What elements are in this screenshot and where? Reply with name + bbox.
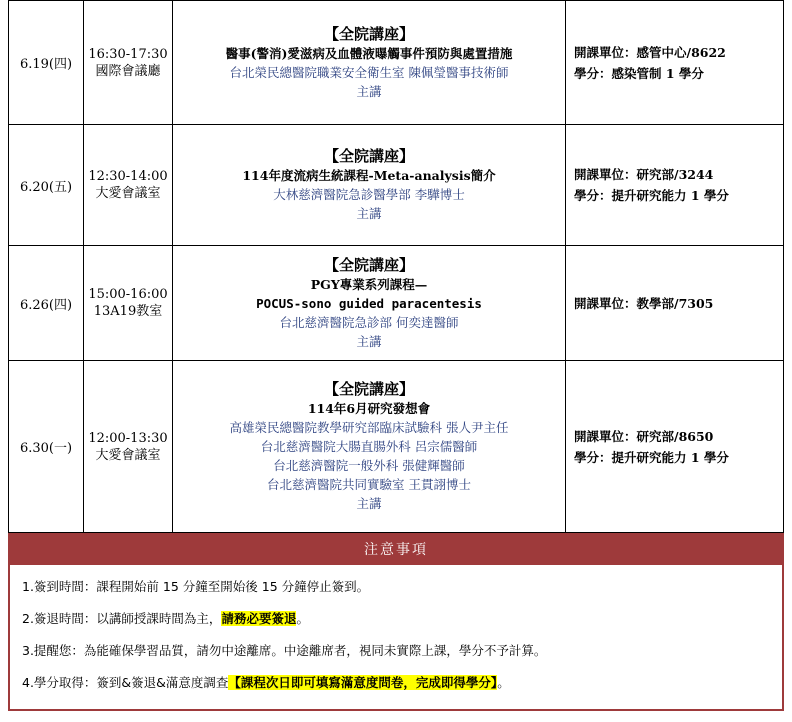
table-row — [9, 246, 784, 361]
course-cell — [173, 125, 566, 246]
credit-info: 學分：提升研究能力 1 學分 — [574, 449, 729, 465]
notice-highlight: 請務必要簽退 — [221, 611, 297, 626]
speaker-role: 主講 — [356, 83, 382, 99]
notice-highlight: 【課程次日即可填寫滿意度問卷，完成即得學分】 — [228, 675, 498, 690]
notice-box — [8, 533, 784, 711]
notice-title: 注意事項 — [10, 535, 782, 565]
info-cell — [566, 361, 784, 533]
table-row — [9, 125, 784, 246]
host-unit: 開課單位：研究部/8650 — [574, 428, 714, 444]
notice-item — [22, 603, 770, 635]
info-cell — [566, 1, 784, 125]
course-title: PGY專業系列課程— — [310, 276, 428, 292]
credit-info: 學分：提升研究能力 1 學分 — [574, 188, 729, 203]
speaker: 台北慈濟醫院共同實驗室 王貫詡博士 — [267, 477, 471, 492]
course-tag: 【全院講座】 — [323, 380, 414, 398]
course-title: 醫事(警消)愛滋病及血體液曝觸事件預防與處置措施 — [225, 45, 513, 61]
venue: 大愛會議室 — [95, 447, 161, 463]
venue: 13A19教室 — [93, 304, 163, 319]
table-row — [9, 1, 784, 125]
notice-text-end: 。 — [296, 611, 309, 626]
notice-text: 1.簽到時間：課程開始前 15 分鐘至開始後 15 分鐘停止簽到。 — [22, 579, 370, 594]
course-cell — [173, 246, 566, 361]
host-unit: 開課單位：感管中心/8622 — [574, 44, 726, 60]
course-tag: 【全院講座】 — [323, 24, 414, 43]
date-cell: 6.26(四) — [9, 246, 84, 361]
time-range: 16:30-17:30 — [88, 46, 168, 62]
speaker-role: 主講 — [356, 333, 382, 349]
host-unit: 開課單位：研究部/3244 — [574, 167, 714, 182]
notice-item — [22, 667, 770, 699]
speaker-role: 主講 — [356, 206, 382, 221]
notice-text: 2.簽退時間：以講師授課時間為主， — [22, 611, 222, 626]
speaker: 台北慈濟醫院一般外科 張健輝醫師 — [273, 458, 465, 473]
speaker: 台北榮民總醫院職業安全衛生室 陳佩瑩醫事技術師 — [229, 64, 509, 80]
time-cell — [84, 361, 173, 533]
time-cell — [84, 1, 173, 125]
venue: 國際會議廳 — [95, 63, 161, 79]
course-tag: 【全院講座】 — [323, 255, 414, 274]
notice-text: 4.學分取得：簽到&簽退&滿意度調查 — [22, 675, 229, 690]
notice-list — [10, 565, 782, 705]
speaker: 台北慈濟醫院急診部 何奕達醫師 — [279, 314, 459, 330]
course-cell — [173, 361, 566, 533]
speaker-role: 主講 — [356, 496, 382, 511]
notice-text: 3.提醒您：為能確保學習品質，請勿中途離席。中途離席者，視同未實際上課，學分不予計算。 — [22, 643, 547, 658]
date-cell: 6.20(五) — [9, 125, 84, 246]
speaker: 大林慈濟醫院急診醫學部 李驊博士 — [273, 187, 465, 202]
course-tag: 【全院講座】 — [323, 147, 414, 165]
time-range: 12:00-13:30 — [88, 430, 168, 446]
notice-text-end: 。 — [497, 675, 510, 690]
notice-item — [22, 571, 770, 603]
time-cell — [84, 246, 173, 361]
info-cell — [566, 246, 784, 361]
schedule-table — [8, 0, 784, 533]
notice-item — [22, 635, 770, 667]
table-row — [9, 361, 784, 533]
course-subtitle: POCUS-sono guided paracentesis — [256, 295, 482, 311]
course-title: 114年度流病生統課程-Meta-analysis簡介 — [242, 168, 496, 183]
date-cell: 6.30(一) — [9, 361, 84, 533]
speaker: 台北慈濟醫院大腸直腸外科 呂宗儒醫師 — [260, 439, 478, 454]
info-cell — [566, 125, 784, 246]
venue: 大愛會議室 — [95, 186, 161, 201]
course-cell — [173, 1, 566, 125]
date-cell: 6.19(四) — [9, 1, 84, 125]
credit-info: 學分：感染管制 1 學分 — [574, 65, 704, 81]
time-range: 12:30-14:00 — [88, 169, 168, 184]
time-range: 15:00-16:00 — [88, 287, 168, 302]
course-title: 114年6月研究發想會 — [307, 401, 431, 416]
time-cell — [84, 125, 173, 246]
speaker: 高雄榮民總醫院教學研究部臨床試驗科 張人尹主任 — [229, 420, 509, 435]
host-unit: 開課單位：教學部/7305 — [574, 295, 714, 311]
